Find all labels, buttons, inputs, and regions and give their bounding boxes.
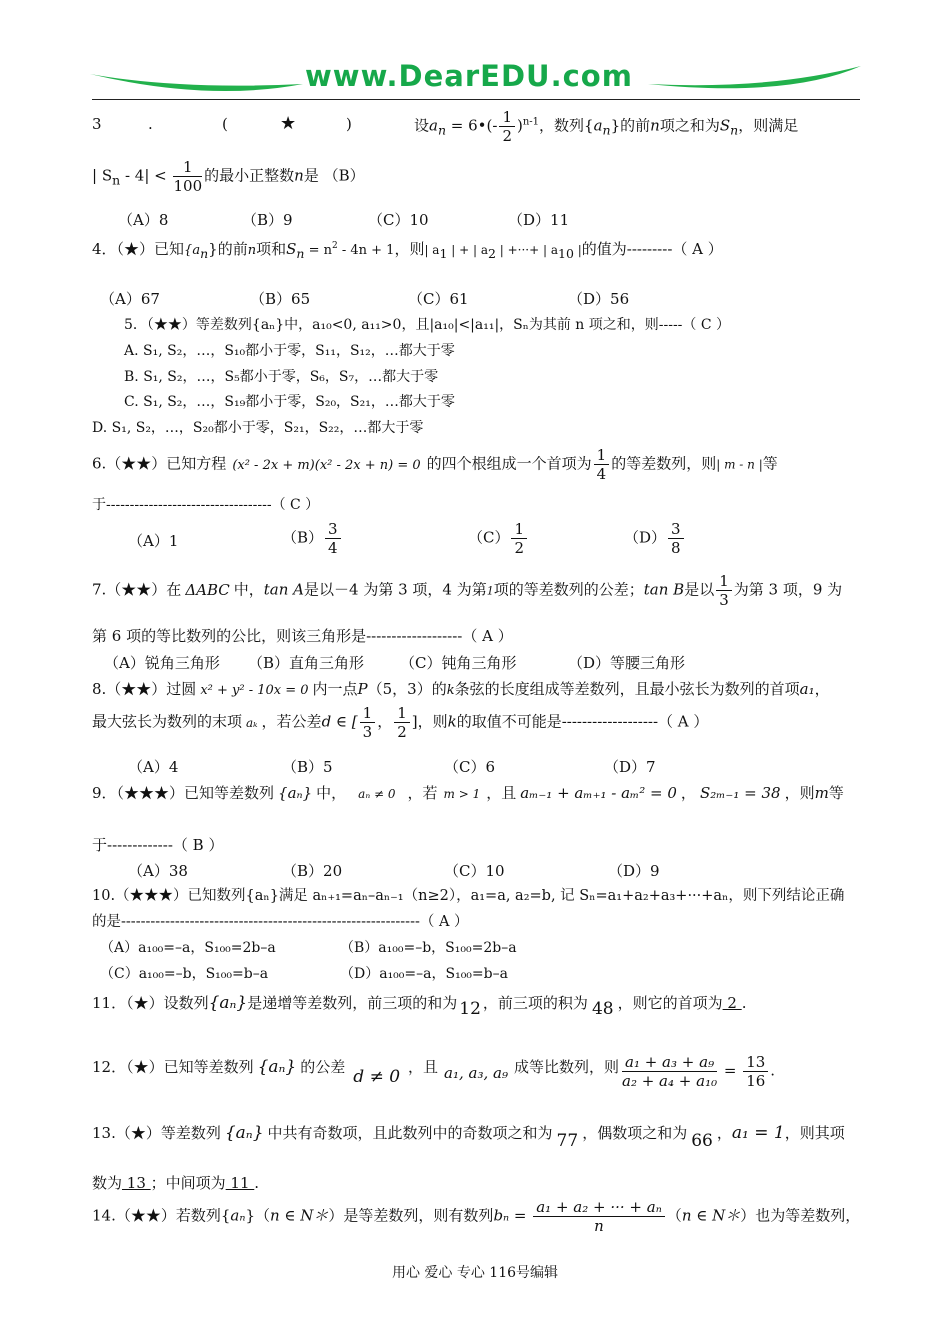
q6-stem: 6.（★★）已知方程 (x² - 2x + m)(x² - 2x + n) = 0 的四个根组成一个首项为 $\frac{1}{4}$ 的等差数列，则| m - n |等 [92, 446, 778, 483]
q5-option-b: B. S₁, S₂，…，S₅都小于零，S₆，S₇，…都大于零 [124, 369, 439, 385]
q8-option-a: （A）4 [128, 758, 179, 776]
q8-line2: 最大弦长为数列的末项 aₖ ，若公差d ∈ [ $\frac{1}{3}$ ， $\frac{1}{2}$ ]，则k的取值不可能是-------------------（ A ） [92, 704, 709, 741]
q9-option-b: （B）20 [282, 862, 343, 880]
q6-option-b: （B） $\frac{3}{4}$ [282, 520, 343, 557]
q10-option-d: （D）a₁₀₀=–a，S₁₀₀=b–a [340, 966, 508, 982]
q12-ratio: $\frac{\text{a₁ + a₃ + a₉}}{\text{a₂ + a₄ + a₁₀}}$ = $\frac{13}{16}$ . [622, 1053, 776, 1090]
q8-stem: 8.（★★）过圆 x² + y² - 10x = 0 内一点P（5，3）的k条弦的长度组成等差数列，且最小弦长为数列的首项a₁， [92, 680, 830, 698]
q13-answer-count: 13 [122, 1174, 151, 1192]
q4-stem: 4．（★）已知$\{a_n\}$的前n项和$S_n = n^2 - 4n + 1$，则| $a_1$ | + | $a_2$ | +···+ | $a_{10}$ |的值为---------（ A ） [92, 240, 723, 261]
site-logo-text[interactable]: www.DearEDU.com [305, 59, 633, 93]
q3-fraction: $\frac{1}{2}$ [499, 108, 515, 145]
q12-stem: 12．（★）已知等差数列 {aₙ} 的公差 d ≠ 0 ，且 a₁, a₃, a₉ 成等比数列，则 [92, 1057, 620, 1087]
q13-stem: 13.（★）等差数列 {aₙ} 中共有奇数项，且此数列中的奇数项之和为 77 ，偶数项之和为 66 ，a₁ = 1，则其项 [92, 1123, 845, 1151]
q8-option-b: （B）5 [282, 758, 333, 776]
q7-stem: 7.（★★）在 ΔABC 中，tan A是以－4 为第 3 项，4 为第1项的等差数列的公差；tan B是以 $\frac{1}{3}$ 为第 3 项，9 为 [92, 572, 843, 609]
q14-fraction: $\frac{\text{a₁ + a₂ + ··· + aₙ}}{n}$ [533, 1198, 665, 1235]
q4-option-c: （C）61 [408, 290, 469, 308]
q7-option-b: （B）直角三角形 [248, 654, 365, 672]
q10-line2: 的是-------------------------------------------------------------（ A ） [92, 914, 469, 930]
q7-option-c: （C）钝角三角形 [400, 654, 517, 672]
q7-option-a: （A）锐角三角形 [104, 654, 220, 672]
q11-answer: 2 [722, 994, 742, 1012]
q3-number: 3 [92, 115, 102, 133]
q12-answer: $\frac{13}{16}$ [743, 1053, 768, 1090]
q13-line2: 数为 13 ；中间项为 11 . [92, 1174, 260, 1192]
q10-stem: 10.（★★★）已知数列{aₙ}满足 aₙ₊₁=aₙ–aₙ₋₁（n≥2），a₁=a, a₂=b, 记 Sₙ=a₁+a₂+a₃+···+aₙ，则下列结论正确 [92, 888, 845, 904]
q6-fraction: $\frac{1}{4}$ [594, 446, 610, 483]
q3-rparen: ) [346, 115, 352, 133]
q5-stem: 5．（★★）等差数列{aₙ}中，a₁₀<0, a₁₁>0，且|a₁₀|<|a₁₁|，Sₙ为其前 n 项之和，则-----（ C ） [124, 317, 731, 333]
q3-dot: . [148, 115, 153, 133]
q11-stem: 11．（★）设数列{aₙ}是递增等差数列，前三项的和为 12 ，前三项的积为 48 ，则它的首项为 2 . [92, 993, 747, 1019]
q9-option-c: （C）10 [444, 862, 505, 880]
q6-option-d: （D） $\frac{3}{8}$ [624, 520, 686, 557]
q3-condition: | $S_n - 4|$ < $\frac{1}{100}$ 的最小正整数n是 （B） [92, 158, 365, 195]
q5-option-a: A. S₁, S₂，…，S₁₀都小于零，S₁₁，S₁₂，…都大于零 [124, 343, 455, 359]
q8-option-d: （D）7 [604, 758, 656, 776]
q3-star: ★ [280, 113, 297, 134]
q14-stem: 14.（★★）若数列{aₙ}（n ∈ N＊）是等差数列，则有数列bₙ = $\frac{\text{a₁ + a₂ + ··· + aₙ}}{n}$ （n ∈ N＊）也为等差数列， [92, 1198, 861, 1235]
q3-option-d: （D）11 [508, 211, 570, 229]
q9-stem: 9．（★★★）已知等差数列 {aₙ} 中， aₙ ≠ 0 ，若 m > 1 ，且 aₘ₋₁ + aₘ₊₁ - aₘ² = 0 ， S₂ₘ₋₁ = 38 ，则m等 [92, 784, 844, 802]
header-rule [92, 99, 860, 100]
q3-option-a: （A）8 [118, 211, 169, 229]
q9-line2: 于-------------（ B ） [92, 836, 224, 854]
q4-option-a: （A）67 [100, 290, 160, 308]
q3-condition-fraction: $\frac{1}{100}$ [173, 158, 203, 195]
q6-option-a: （A）1 [128, 532, 179, 550]
q3-stem: 设$a_n$ = 6•(- $\frac{1}{2}$ )$^{n-1}$，数列$\{a_n\}$的前n项之和为$S_n$，则满足 [414, 108, 799, 145]
q8-option-c: （C）6 [444, 758, 496, 776]
q6-option-c: （C） $\frac{1}{2}$ [468, 520, 529, 557]
q4-option-d: （D）56 [568, 290, 630, 308]
q9-option-a: （A）38 [128, 862, 188, 880]
q5-option-c: C. S₁, S₂，…，S₁₉都小于零，S₂₀，S₂₁，…都大于零 [124, 394, 455, 410]
q7-fraction: $\frac{1}{3}$ [716, 572, 732, 609]
q7-option-d: （D）等腰三角形 [568, 654, 686, 672]
q9-option-d: （D）9 [608, 862, 660, 880]
q13-answer-middle: 11 [225, 1174, 255, 1192]
q7-line2: 第 6 项的等比数列的公比，则该三角形是-------------------（ A ） [92, 627, 513, 645]
q3-lparen: ( [222, 115, 228, 133]
q10-option-a: （A）a₁₀₀=–a，S₁₀₀=2b–a [100, 940, 276, 956]
q5-option-d: D. S₁, S₂，…，S₂₀都小于零，S₂₁，S₂₂，…都大于零 [92, 420, 424, 436]
q4-option-b: （B）65 [250, 290, 311, 308]
q3-option-c: （C）10 [368, 211, 429, 229]
q10-option-c: （C）a₁₀₀=–b，S₁₀₀=b–a [100, 966, 269, 982]
left-swoosh [90, 74, 303, 91]
right-swoosh [648, 66, 861, 88]
q6-line2: 于-----------------------------------（ C ） [92, 497, 320, 513]
page-footer: 用心 爱心 专心 116号编辑 [391, 1265, 559, 1281]
q10-option-b: （B）a₁₀₀=–b，S₁₀₀=2b–a [340, 940, 517, 956]
q3-option-b: （B）9 [242, 211, 293, 229]
